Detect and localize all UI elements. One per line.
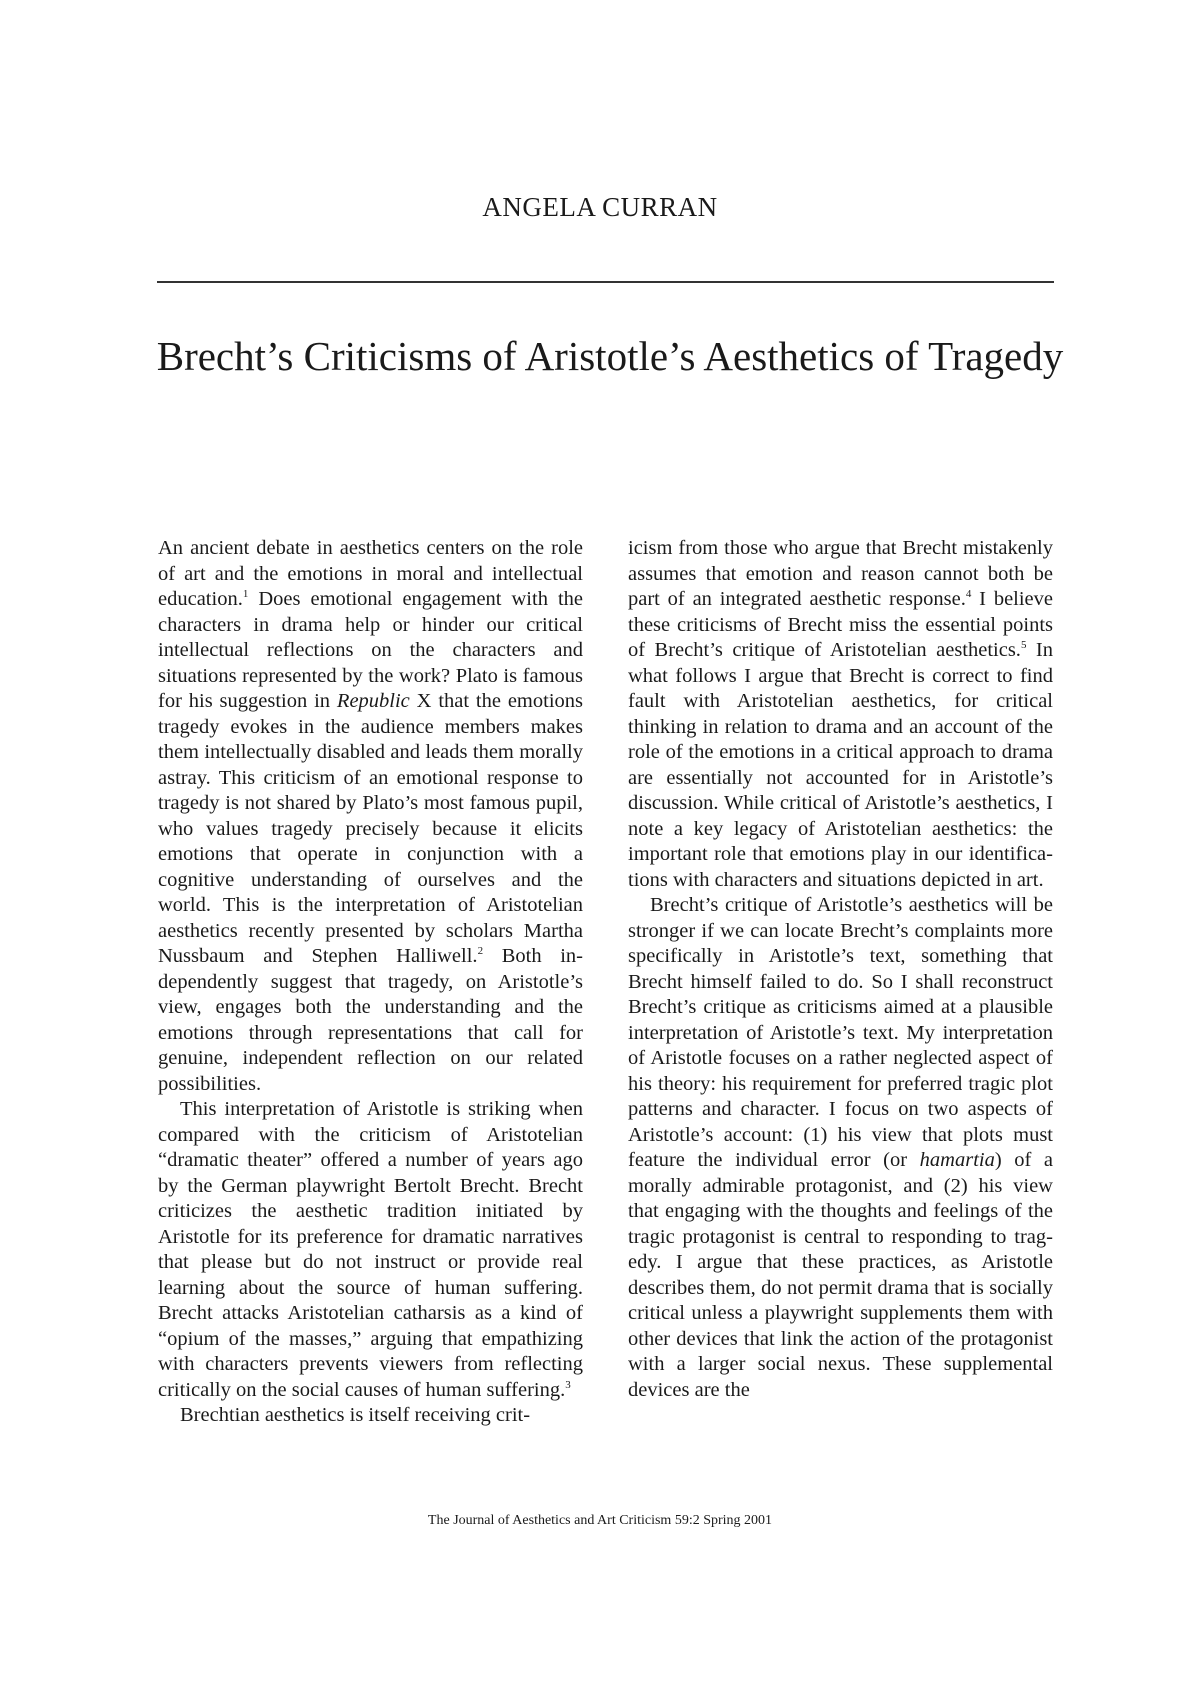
paragraph-1: An ancient debate in aesthetics centers on the role of art and the emotions in moral and intellectual education.$^1$ Does emotional engagement with the characters in drama help or hinder our critical intellectual reflections on the characters and situations represented by the work? Plato is famous for his suggestion in Republic X that the emotions tragedy evokes in the audience members makes them intellectually disabled and leads them morally astray. This criticism of an emotional response to tragedy is not shared by Plato’s most famous pupil, who values tragedy precisely because it elicits emotions that operate in conjunction with a cognitive understanding of ourselves and the world. This is the interpretation of Aristotelian aesthetics recently presented by scholars Martha Nussbaum and Stephen Halliwell.$^2$ Both independently suggest that tragedy, on Aristotle’s view, engages both the understanding and the emotions through representations that call for genuine, independent reflection on our related possibilities. xyxy=(158,537,583,1095)
footnote-ref-3: 3 xyxy=(565,1378,571,1391)
work-title-republic: Republic xyxy=(336,690,410,712)
paragraph-2: This interpretation of Aristotle is striking when compared with the criticism of Aristotelian “dramatic theater” offered a number of years ago by the German playwright Bertolt Brecht. Brecht criticizes the aesthetic tradition initiated by Aristotle for its preference for dramatic narratives that please but do not instruct or provide real learning about the source of human suffering. Brecht attacks Aristotelian catharsis as a kind of “opium of the masses,” arguing that empathizing with characters prevents viewers from reflecting critically on the social causes of human suffering.$^3$ xyxy=(158,1098,583,1401)
article-title: Brecht’s Criticisms of Aristotle’s Aesthetics of Tragedy xyxy=(156,333,1064,379)
paragraph-3-continued: icism from those who argue that Brecht mistakenly assumes that emotion and reason cannot both be part of an integrated aesthetic response.$^4$ I believe these criticisms of Brecht miss the essential points of Brecht’s critique of Aristotelian aesthetics.$^5$ In what follows I argue that Brecht is correct to find fault with Aristotelian aesthetics, for critical thinking in relation to drama and an account of the role of the emotions in a critical approach to drama are essentially not accounted for in Aristotle’s discussion. While critical of Aristotle’s aesthetics, I note a key legacy of Aristotelian aesthetics: the important role that emotions play in our identifications with characters and situations depicted in art. xyxy=(628,537,1054,891)
paragraph-4: Brecht’s critique of Aristotle’s aesthetics will be stronger if we can locate Brecht’s complaints more specifically in Aristotle’s text, something that Brecht himself failed to do. So I shall reconstruct Brecht’s critique as criticisms aimed at a plausible interpretation of Aristotle’s text. My interpretation of Aristotle focuses on a rather neglected aspect of his theory: his requirement for preferred tragic plot patterns and character. I focus on two aspects of Aristotle’s account: (1) his view that plots must feature the individual error (or hamartia) of a morally admirable protagonist, and (2) his view that engaging with the thoughts and feelings of the tragic protagonist is central to responding to tragedy. I argue that these practices, as Aristotle describes them, do not permit drama that is socially critical unless a playwright supplements them with other devices that link the action of the protagonist with a larger social nexus. These supplemental devices are the xyxy=(628,894,1053,1401)
right-column xyxy=(628,536,1053,1403)
footnote-ref-1: 1 xyxy=(242,588,249,601)
footnote-ref-2: 2 xyxy=(477,945,484,958)
term-hamartia: hamartia xyxy=(919,1149,995,1171)
paragraph-3: Brechtian aesthetics is itself receiving crit- xyxy=(180,1404,531,1426)
footnote-ref-4: 4 xyxy=(965,588,972,601)
author-name: ANGELA CURRAN xyxy=(482,192,718,222)
footnote-ref-5: 5 xyxy=(1020,639,1027,652)
header-rule xyxy=(157,281,1054,283)
journal-citation-footer: The Journal of Aesthetics and Art Criticism 59:2 Spring 2001 xyxy=(427,1513,773,1528)
left-column xyxy=(158,536,583,1429)
